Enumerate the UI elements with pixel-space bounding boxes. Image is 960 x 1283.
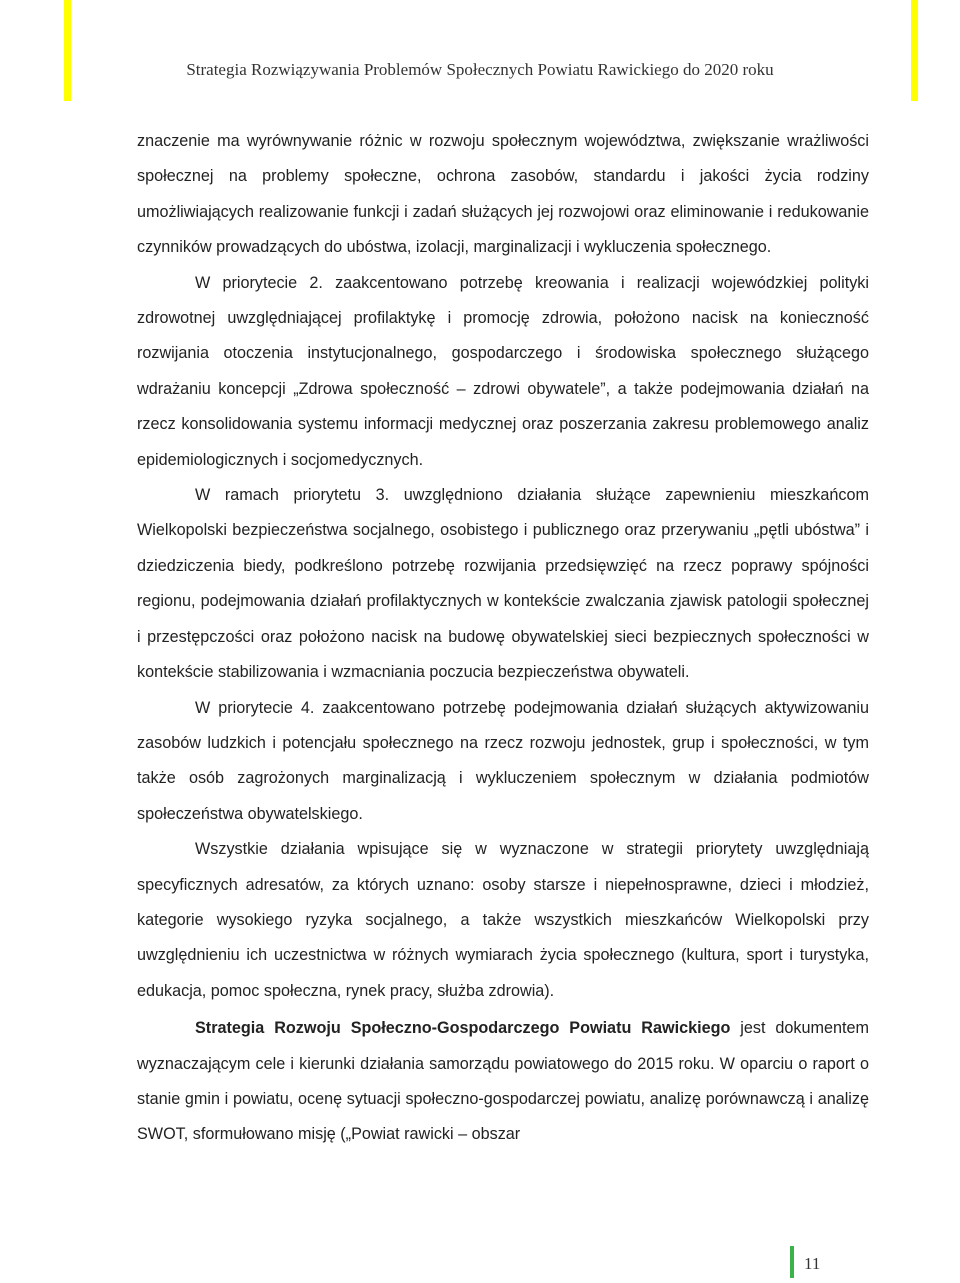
strategy-text: jest dokumentem wyznaczającym cele i kierunki działania samorządu powiatowego do 2015 roku. W oparciu o raport o stanie gmin i powiatu, ocenę sytuacji społeczno-gospodarczej powiatu, analizę porównawczą i analizę SWOT, sformułowano misję („Powiat rawicki – obszar	[137, 1019, 870, 1144]
page-body	[137, 124, 869, 1153]
running-header: Strategia Rozwiązywania Problemów Społecznych Powiatu Rawickiego do 2020 roku	[186, 60, 774, 79]
strategy-title: Strategia Rozwoju Społeczno-Gospodarczego Powiatu Rawickiego	[195, 1019, 731, 1038]
right-accent-bar	[911, 0, 918, 101]
page-number: 11	[790, 1246, 820, 1278]
paragraph-development-strategy	[137, 1011, 869, 1153]
paragraph-priority-3: W ramach priorytetu 3. uwzględniono działania służące zapewnieniu mieszkańcom Wielkopolski bezpieczeństwa socjalnego, osobistego i publicznego oraz przerywaniu „pętli ubóstwa” i dziedziczenia biedy, podkreślono potrzebę rozwijania przedsięwzięć na rzecz poprawy spójności regionu, podejmowania działań profilaktycznych w kontekście zwalczania zjawisk patologii społecznej i przestępczości oraz położono nacisk na budowę obywatelskiej sieci bezpiecznych społeczności w kontekście stabilizowania i wzmacniania poczucia bezpieczeństwa obywateli.	[137, 486, 869, 682]
paragraph-priority-2: W priorytecie 2. zaakcentowano potrzebę kreowania i realizacji wojewódzkiej polityki zdrowotnej uwzględniającej profilaktykę i promocję zdrowia, położono nacisk na konieczność rozwijania otoczenia instytucjonalnego, gospodarczego i środowiska społecznego służącego wdrażaniu koncepcji „Zdrowa społeczność – zdrowi obywatele”, a także podejmowania działań na rzecz konsolidowania systemu informacji medycznej oraz poszerzania zakresu problemowego analiz epidemiologicznych i socjomedycznych.	[137, 273, 869, 469]
paragraph-continuation: znaczenie ma wyrównywanie różnic w rozwoju społecznym województwa, zwiększanie wrażliwości społecznej na problemy społeczne, ochrona zasobów, standardu i jakości życia rodziny umożliwiających realizowanie funkcji i zadań służących jej rozwojowi oraz eliminowanie i redukowanie czynników prowadzących do ubóstwa, izolacji, marginalizacji i wykluczenia społecznego.	[137, 132, 869, 257]
paragraph-priority-4: W priorytecie 4. zaakcentowano potrzebę podejmowania działań służących aktywizowaniu zasobów ludzkich i potencjału społecznego na rzecz rozwoju jednostek, grup i społeczności, w tym także osób zagrożonych marginalizacją i wykluczeniem społecznym w działania podmiotów społeczeństwa obywatelskiego.	[137, 698, 869, 823]
paragraph-target-groups: Wszystkie działania wpisujące się w wyznaczone w strategii priorytety uwzględniają specyficznych adresatów, za których uznano: osoby starsze i niepełnosprawne, dzieci i młodzież, kategorie wysokiego ryzyka socjalnego, a także wszystkich mieszkańców Wielkopolski przy uwzględnieniu ich uczestnictwa w różnych wymiarach życia społecznego (kultura, sport i turystyka, edukacja, pomoc społeczna, rynek pracy, służba zdrowia).	[137, 840, 869, 1000]
left-accent-bar	[64, 0, 71, 101]
